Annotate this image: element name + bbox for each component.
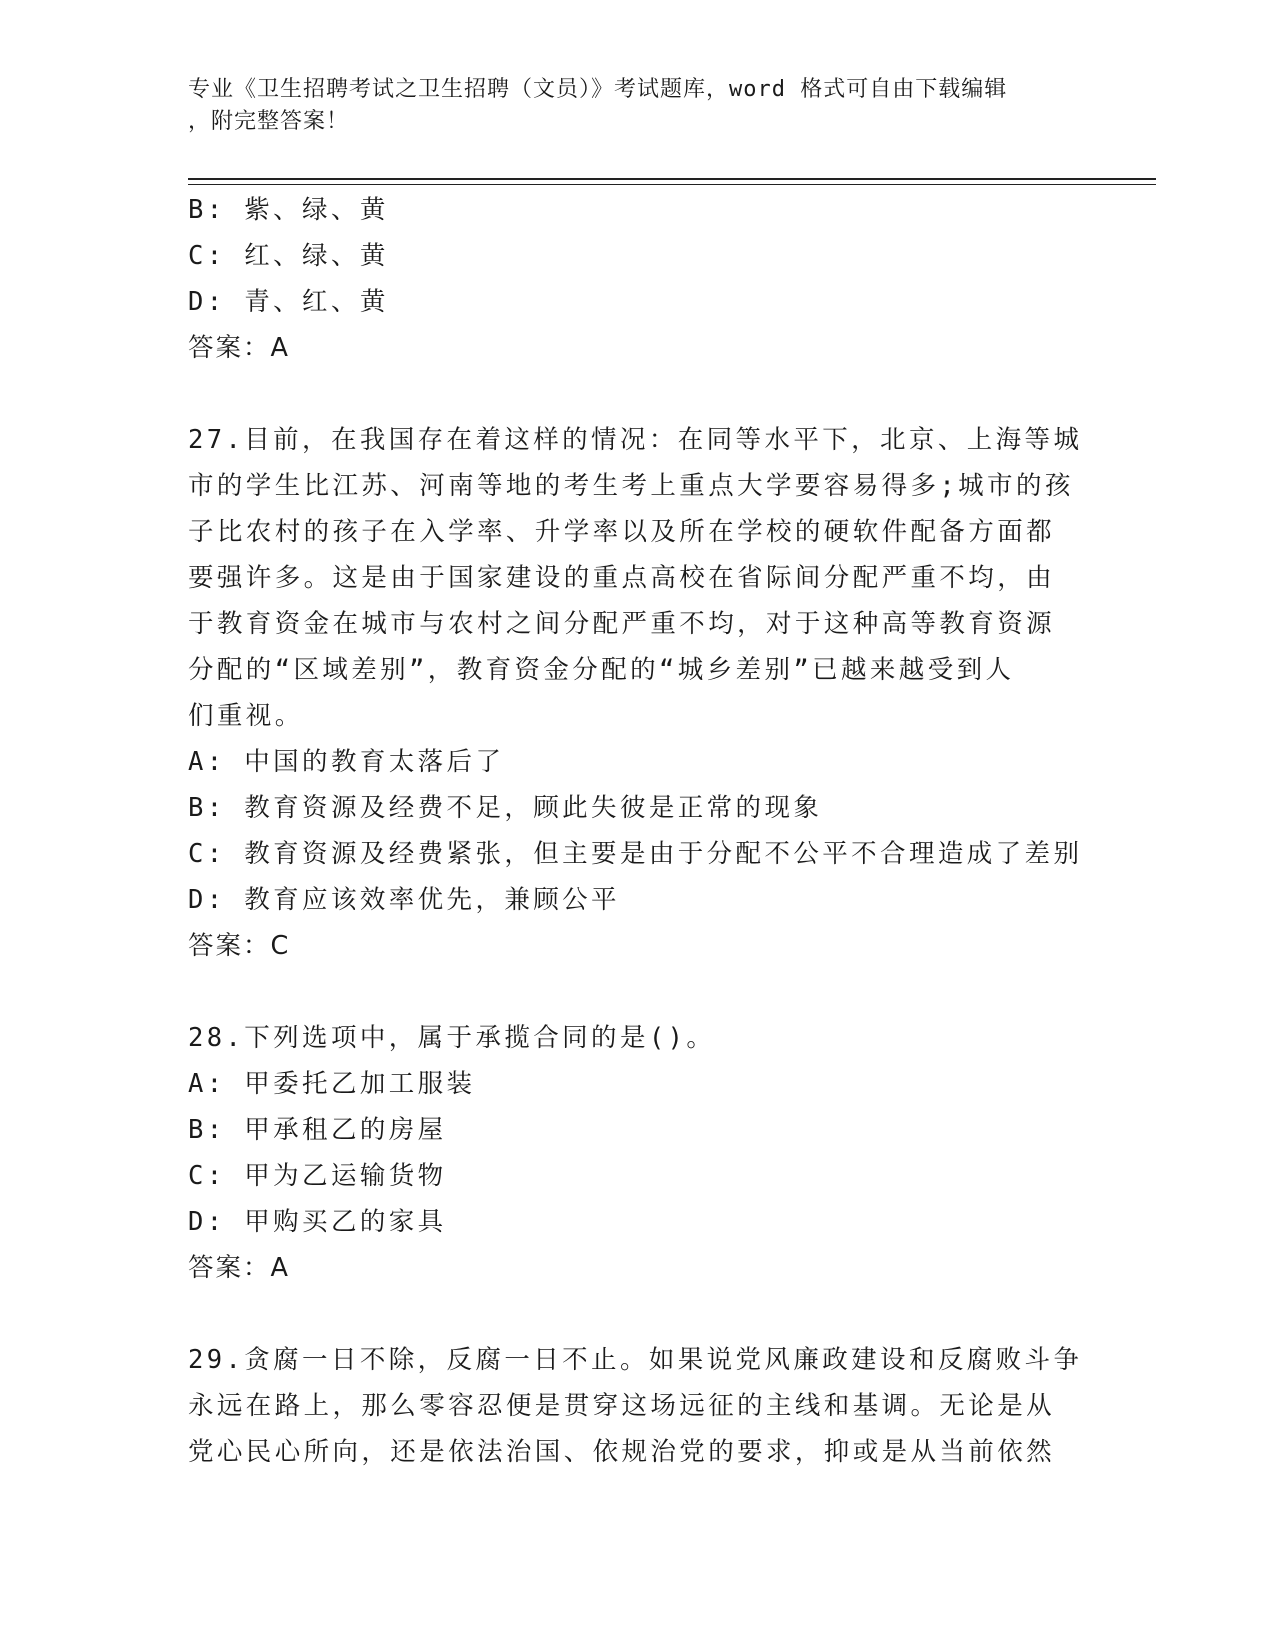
q28-option-b: B: 甲承租乙的房屋 bbox=[188, 1115, 447, 1145]
header-line-1: 专业《卫生招聘考试之卫生招聘（文员）》考试题库，word 格式可自由下载编辑 bbox=[188, 77, 1008, 102]
q29-stem bbox=[188, 1337, 1083, 1475]
q27-stem-line: 子比农村的孩子在入学率、升学率以及所在学校的硬软件配备方面都 bbox=[188, 517, 1056, 547]
q27-stem-line: 27.目前，在我国存在着这样的情况：在同等水平下，北京、上海等城 bbox=[188, 425, 1083, 455]
q29-stem-line: 党心民心所向，还是依法治国、依规治党的要求，抑或是从当前依然 bbox=[188, 1437, 1056, 1467]
q28-option-d: D: 甲购买乙的家具 bbox=[188, 1207, 447, 1237]
spacer bbox=[188, 1291, 1078, 1337]
q28-answer: 答案：A bbox=[188, 1253, 290, 1283]
q27-stem-line: 分配的“区域差别”，教育资金分配的“城乡差别”已越来越受到人 bbox=[188, 655, 1015, 685]
q27-option-d: D: 教育应该效率优先，兼顾公平 bbox=[188, 885, 620, 915]
header-divider-thin bbox=[188, 184, 1156, 185]
spacer bbox=[188, 969, 1078, 1015]
q26-option-c: C: 红、绿、黄 bbox=[188, 241, 389, 271]
q27-stem-line: 们重视。 bbox=[188, 701, 304, 731]
document-body bbox=[188, 187, 1083, 1475]
spacer bbox=[188, 371, 1078, 417]
header-line-2: ，附完整答案！ bbox=[188, 109, 350, 134]
q27-option-a: A: 中国的教育太落后了 bbox=[188, 747, 505, 777]
q26-answer: 答案：A bbox=[188, 333, 290, 363]
q27-stem-line: 要强许多。这是由于国家建设的重点高校在省际间分配严重不均，由 bbox=[188, 563, 1056, 593]
q27-answer: 答案：C bbox=[188, 931, 291, 961]
q27-option-c: C: 教育资源及经费紧张，但主要是由于分配不公平不合理造成了差别 bbox=[188, 839, 1083, 869]
q27-stem bbox=[188, 417, 1083, 739]
header-divider-thick bbox=[188, 178, 1156, 180]
q27-stem-line: 于教育资金在城市与农村之间分配严重不均，对于这种高等教育资源 bbox=[188, 609, 1056, 639]
q28-stem: 28.下列选项中，属于承揽合同的是()。 bbox=[188, 1023, 716, 1053]
q29-stem-line: 永远在路上，那么零容忍便是贯穿这场远征的主线和基调。无论是从 bbox=[188, 1391, 1056, 1421]
document-header bbox=[188, 74, 1068, 138]
q27-stem-line: 市的学生比江苏、河南等地的考生考上重点大学要容易得多;城市的孩 bbox=[188, 471, 1074, 501]
q26-option-b: B: 紫、绿、黄 bbox=[188, 195, 389, 225]
q28-option-a: A: 甲委托乙加工服装 bbox=[188, 1069, 476, 1099]
q26-option-d: D: 青、红、黄 bbox=[188, 287, 389, 317]
q27-option-b: B: 教育资源及经费不足，顾此失彼是正常的现象 bbox=[188, 793, 823, 823]
q28-option-c: C: 甲为乙运输货物 bbox=[188, 1161, 447, 1191]
q29-stem-line: 29.贪腐一日不除，反腐一日不止。如果说党风廉政建设和反腐败斗争 bbox=[188, 1345, 1083, 1375]
